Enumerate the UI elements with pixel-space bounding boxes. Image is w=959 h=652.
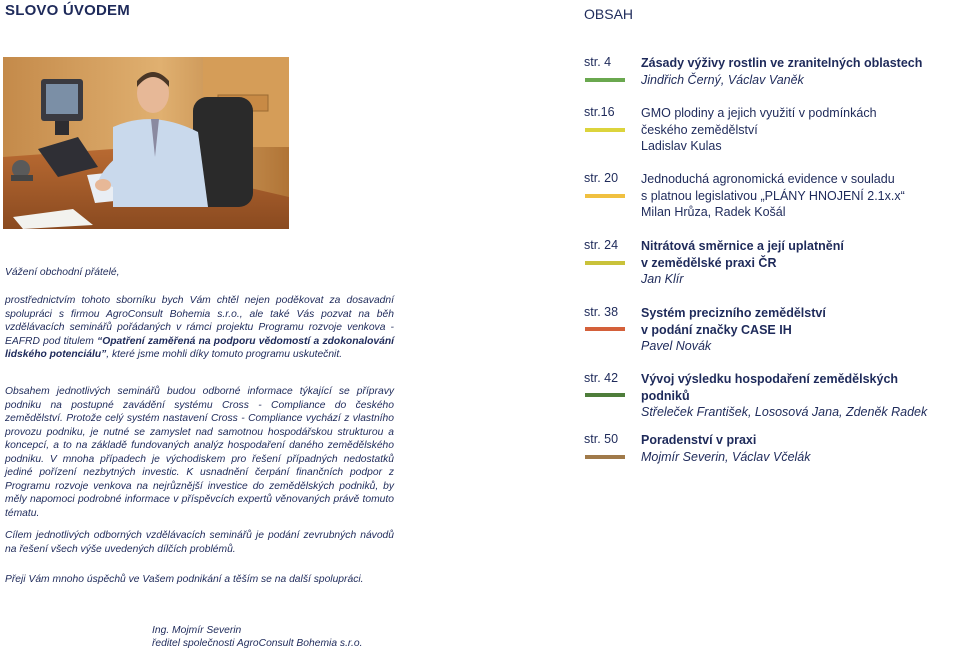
toc-entry[interactable] xyxy=(641,238,959,288)
toc-entry-title: Systém precizního zemědělství xyxy=(641,306,826,320)
toc-entry-title: GMO plodiny a jejich využití v podmínkách xyxy=(641,106,877,120)
toc-page-number: str. 24 xyxy=(584,238,619,252)
toc-entry[interactable] xyxy=(641,305,959,355)
toc-entry-title: podniků xyxy=(641,388,690,403)
toc-entry-title: Nitrátová směrnice a její uplatnění xyxy=(641,239,844,253)
intro-paragraph-2: Obsahem jednotlivých seminářů budou odborné informace týkající se přípravy podniku na postupné zavádění systému Cross - Compliance do českého zemědělství. Protože celý systém nastavení Cross - Compliance vychází z vlastního provozu podniku, je nutné se zamyslet nad samotnou hospodářskou strukturou a koncepcí, a to na základě fundovaných analýz hospodaření daného zemědělského podniku. V mnoha případech je východiskem pro řešení případných nedostatků jediné pořízení nezbytných investic. K usnadnění čerpání finančních podpor z Programu rozvoje venkova na nejrůznější investice do zemědělských podniků, by měly napomoci podrobné informace v příspěvcích expertů věnovaných právě tomuto tématu. xyxy=(5,386,394,519)
toc-entry-title: v podání značky CASE IH xyxy=(641,322,792,337)
signature-name: Ing. Mojmír Severin xyxy=(152,625,242,636)
toc-entry-authors: Střeleček František, Lososová Jana, Zdeněk Radek xyxy=(641,405,928,419)
intro-paragraph-4: Přeji Vám mnoho úspěchů ve Vašem podnikání a těším se na další spolupráci. xyxy=(5,574,364,585)
toc-entry-title: Jednoduchá agronomická evidence v souladu xyxy=(641,172,895,186)
toc-entry[interactable] xyxy=(641,105,959,155)
intro-p1-text-a: prostřednictvím tohoto sborníku bych Vám chtěl nejen poděkovat za dosavadní spolupráci s firmou AgroConsult Bohemia s.r.o., ale také Vás pozvat na běh vzdělávacích seminářů pořádaných v rámci projektu Programu rozvoje venkova - EAFRD pod titulem xyxy=(5,295,394,347)
intro-paragraph-3: Cílem jednotlivých odborných vzdělávacích seminářů je podání zevrubných návodů na řešení všech výše uvedených dílčích problémů. xyxy=(5,530,394,555)
toc-entry[interactable] xyxy=(641,55,959,88)
page-title: SLOVO ÚVODEM xyxy=(5,2,130,19)
greeting: Vážení obchodní přátelé, xyxy=(5,267,120,278)
signature-role: ředitel společnosti AgroConsult Bohemia s.r.o. xyxy=(152,638,363,649)
toc-page-number: str. 4 xyxy=(584,55,612,69)
toc-page-number: str. 50 xyxy=(584,432,619,446)
toc-entry[interactable] xyxy=(641,171,959,221)
toc-entry[interactable] xyxy=(641,432,959,465)
toc-entry-title: Vývoj výsledku hospodaření zemědělských xyxy=(641,372,899,386)
intro-paragraph-1 xyxy=(5,294,394,362)
toc-page-number: str.16 xyxy=(584,105,615,119)
toc-page-number: str. 38 xyxy=(584,305,619,319)
toc-color-bar xyxy=(585,455,625,459)
toc-entry-title: s platnou legislativou „PLÁNY HNOJENÍ 2.1x.x“ xyxy=(641,188,905,203)
toc-entry[interactable] xyxy=(641,371,959,421)
toc-entry-title: českého zemědělství xyxy=(641,122,758,137)
toc-entry-title: Zásady výživy rostlin ve zranitelných oblastech xyxy=(641,56,923,70)
toc-entry-authors: Mojmír Severin, Václav Včelák xyxy=(641,449,811,464)
toc-page-number: str. 20 xyxy=(584,171,619,185)
toc-color-bar xyxy=(585,327,625,331)
toc-color-bar xyxy=(585,78,625,82)
toc-color-bar xyxy=(585,393,625,397)
intro-p1-program-title: “Opatření zaměřená na podporu vědomostí a zdokonalování lidského potenciálu” xyxy=(5,335,394,360)
toc-entry-title: v zemědělské praxi ČR xyxy=(641,255,777,270)
toc-entry-authors: Jindřich Černý, Václav Vaněk xyxy=(641,72,804,87)
intro-p1-text-b: , které jsme mohli díky tomuto programu uskutečnit. xyxy=(106,349,343,360)
toc-entry-authors: Milan Hrůza, Radek Košál xyxy=(641,205,786,219)
toc-entry-title: Poradenství v praxi xyxy=(641,433,757,447)
toc-page-number: str. 42 xyxy=(584,371,619,385)
director-photo xyxy=(3,57,289,229)
toc-color-bar xyxy=(585,194,625,198)
toc-color-bar xyxy=(585,128,625,132)
toc-title: OBSAH xyxy=(584,6,634,22)
toc-color-bar xyxy=(585,261,625,265)
toc-entry-authors: Pavel Novák xyxy=(641,339,712,353)
toc-entry-authors: Ladislav Kulas xyxy=(641,139,722,153)
toc-entry-authors: Jan Klír xyxy=(641,272,684,286)
